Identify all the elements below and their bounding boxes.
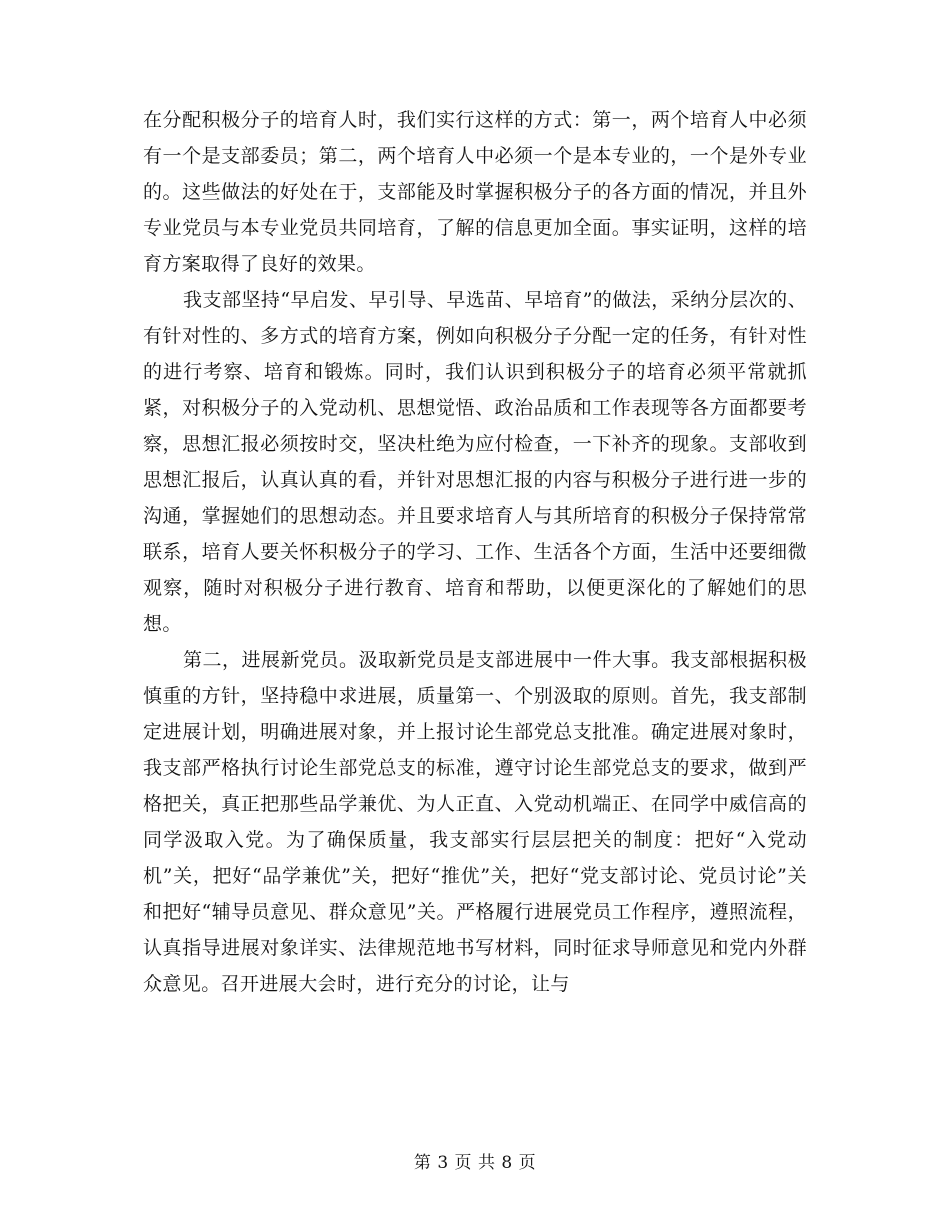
paragraph-develop-new-members: 第二，进展新党员。汲取新党员是支部进展中一件大事。我支部根据积极慎重的方针，坚持稳中求进展，质量第一、个别汲取的原则。首先，我支部制定进展计划，明确进展对象，并上报讨论生部党总支批准。确定进展对象时，我支部严格执行讨论生部党总支的标准，遵守讨论生部党总支的要求，做到严格把关，真正把那些品学兼优、为人正直、入党动机端正、在同学中威信高的同学汲取入党。为了确保质量，我支部实行层层把关的制度：把好“入党动机”关，把好“品学兼优”关，把好“推优”关，把好“党支部讨论、党员讨论”关和把好“辅导员意见、群众意见”关。严格履行进展党员工作程序，遵照流程，认真指导进展对象详实、法律规范地书写材料，同时征求导师意见和党内外群众意见。召开进展大会时，进行充分的讨论，让与 [143, 649, 807, 995]
paragraph-continued: 在分配积极分子的培育人时，我们实行这样的方式：第一，两个培育人中必须有一个是支部委员；第二，两个培育人中必须一个是本专业的，一个是外专业的。这些做法的好处在于，支部能及时掌握积极分子的各方面的情况，并且外专业党员与本专业党员共同培育，了解的信息更加全面。事实证明，这样的培育方案取得了良好的效果。 [143, 109, 807, 275]
paragraph-cultivation-method: 我支部坚持“早启发、早引导、早选苗、早培育”的做法，采纳分层次的、有针对性的、多方式的培育方案，例如向积极分子分配一定的任务，有针对性的进行考察、培育和锻炼。同时，我们认识到积极分子的培育必须平常就抓紧，对积极分子的入党动机、思想觉悟、政治品质和工作表现等各方面都要考察，思想汇报必须按时交，坚决杜绝为应付检查，一下补齐的现象。支部收到思想汇报后，认真认真的看，并针对思想汇报的内容与积极分子进行进一步的沟通，掌握她们的思想动态。并且要求培育人与其所培育的积极分子保持常常联系，培育人要关怀积极分子的学习、工作、生活各个方面，生活中还要细微观察，随时对积极分子进行教育、培育和帮助，以便更深化的了解她们的思想。 [143, 289, 807, 635]
page-number-footer: 第 3 页 共 8 页 [413, 1153, 537, 1173]
document-body [143, 102, 807, 1002]
